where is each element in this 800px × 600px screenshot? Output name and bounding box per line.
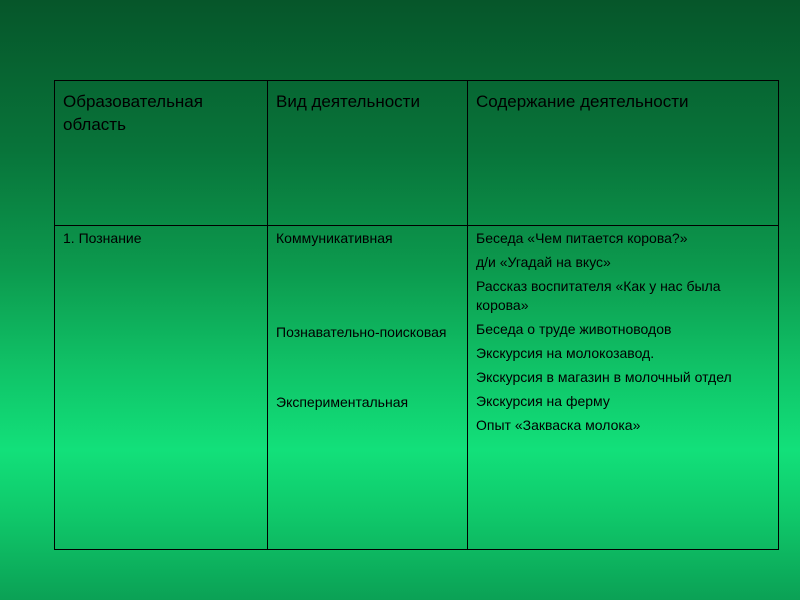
content-item-milk-ferment-experiment: Опыт «Закваска молока»	[476, 417, 641, 433]
content-item-taste-game: д/и «Угадай на вкус»	[476, 254, 611, 270]
activity-table	[54, 80, 779, 550]
header-educational-area: Образовательная область	[55, 81, 268, 226]
activity-kind-communicative: Коммуникативная	[276, 230, 393, 246]
content-item-livestock-work: Беседа о труде животноводов	[476, 321, 672, 337]
activity-kind-cell	[268, 226, 468, 550]
table-row	[55, 226, 779, 550]
educational-area-label: 1. Познание	[63, 230, 142, 246]
content-item-dairy-shop-trip: Экскурсия в магазин в молочный отдел	[476, 369, 732, 385]
content-item-conversation-cow-food: Беседа «Чем питается корова?»	[476, 230, 688, 246]
activity-kind-experimental: Экспериментальная	[276, 394, 409, 410]
educational-area-cell	[55, 226, 268, 550]
content-item-farm-trip: Экскурсия на ферму	[476, 393, 610, 409]
content-item-dairy-plant-trip: Экскурсия на молокозавод.	[476, 345, 655, 361]
header-activity-content: Содержание деятельности	[468, 81, 779, 226]
header-activity-kind: Вид деятельности	[268, 81, 468, 226]
activity-kind-cognitive-search: Познавательно-поисковая	[276, 324, 447, 340]
activity-content-cell	[468, 226, 779, 550]
header-row	[55, 81, 779, 226]
content-item-teacher-story: Рассказ воспитателя «Как у нас была корова»	[476, 278, 721, 313]
